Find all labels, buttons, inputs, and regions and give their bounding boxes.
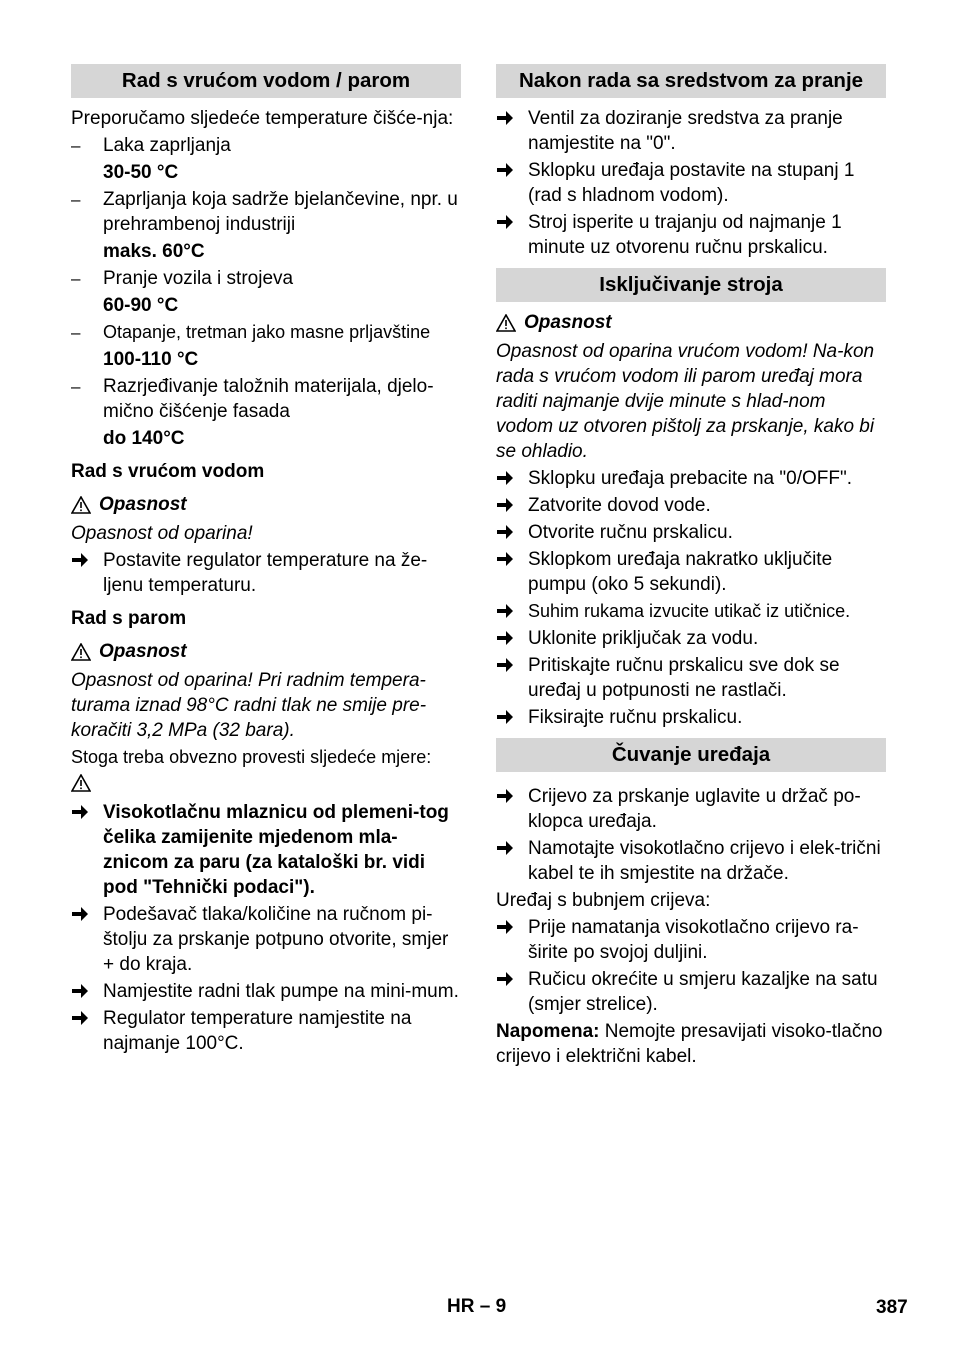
temp-item [71, 133, 461, 158]
warning-label [71, 492, 461, 517]
step-item [496, 599, 886, 624]
step-item [496, 915, 886, 965]
section-heading-after-detergent: Nakon rada sa sredstvom za pranje [496, 64, 886, 98]
step-text: Otvorite ručnu prskalicu. [528, 522, 733, 543]
arrow-right-icon [71, 902, 95, 929]
step-item [71, 902, 461, 977]
step-text: Prije namatanja visokotlačno crijevo ra-širite po svojoj duljini. [528, 917, 859, 963]
warning-label-text: Opasnost [524, 312, 612, 333]
warning-triangle-icon [71, 643, 91, 661]
step-text: Visokotlačnu mlaznicu od plemeni-tog čelika zamijenite mjedenom mla-znicom za paru (za kataloški br. vidi pod "Tehnički podaci"). [103, 802, 449, 898]
step-item [496, 653, 886, 703]
step-text: Fiksirajte ručnu prskalicu. [528, 707, 743, 728]
step-item [496, 466, 886, 491]
step-item [496, 547, 886, 597]
step-item [496, 836, 886, 886]
warning-text: Opasnost od oparina vrućom vodom! Na-kon rada s vrućom vodom ili parom uređaj mora raditi najmanje dvije minute s hlad-nom vodom uz otvoren pištolj za prskanje, kako bi se ohladio. [496, 341, 875, 462]
step-text: Ručicu okrećite u smjeru kazaljke na satu (smjer strelice). [528, 969, 878, 1015]
arrow-right-icon [496, 705, 520, 732]
arrow-right-icon [496, 210, 520, 237]
step-item [496, 705, 886, 730]
warning-text: Opasnost od oparina! Pri radnim tempera-turama iznad 98°C radni tlak ne smije pre-koračiti 3,2 MPa (32 bara). [71, 670, 427, 741]
step-text: Sklopkom uređaja nakratko uključite pumpu (oko 5 sekundi). [528, 549, 833, 595]
drum-label: Uređaj s bubnjem crijeva: [496, 890, 711, 911]
temp-item [71, 266, 461, 291]
arrow-right-icon [71, 979, 95, 1006]
arrow-right-icon [496, 626, 520, 653]
warning-label [496, 310, 886, 335]
section-heading-storage: Čuvanje uređaja [496, 738, 886, 772]
arrow-right-icon [71, 800, 95, 827]
step-text: Namotajte visokotlačno crijevo i elek-trični kabel te ih smjestite na držače. [528, 838, 881, 884]
step-item [496, 967, 886, 1017]
note-text: Stoga treba obvezno provesti sljedeće mjere: [71, 747, 432, 767]
dash-marker: – [71, 136, 81, 155]
temp-value: maks. 60°C [103, 241, 205, 262]
arrow-right-icon [496, 493, 520, 520]
arrow-right-icon [496, 653, 520, 680]
step-item [496, 210, 886, 260]
warning-triangle-icon [71, 774, 91, 792]
temp-label: Otapanje, tretman jako masne prljavštine [103, 322, 431, 342]
intro-text: Preporučamo sljedeće temperature čišće-nja: [71, 108, 454, 129]
arrow-right-icon [71, 1006, 95, 1033]
page-number: 387 [876, 1297, 908, 1318]
left-column [71, 64, 461, 1058]
step-item [496, 493, 886, 518]
step-text: Stroj isperite u trajanju od najmanje 1 minute uz otvorenu ručnu prskalicu. [528, 212, 842, 258]
arrow-right-icon [496, 106, 520, 133]
note-label: Napomena: [496, 1021, 600, 1042]
temp-label: Zaprljanja koja sadrže bjelančevine, npr. u prehrambenoj industriji [103, 189, 458, 235]
temp-value: 30-50 °C [103, 162, 179, 183]
warning-text: Opasnost od oparina! [71, 523, 253, 544]
step-text: Sklopku uređaja postavite na stupanj 1 (rad s hladnom vodom). [528, 160, 855, 206]
dash-marker: – [71, 190, 81, 209]
dash-marker: – [71, 269, 81, 288]
warning-label [71, 639, 461, 664]
step-item [496, 626, 886, 651]
step-item [71, 548, 461, 598]
step-item [496, 106, 886, 156]
step-text: Suhim rukama izvucite utikač iz utičnice. [528, 601, 851, 621]
section-heading-hot-water-steam: Rad s vrućom vodom / parom [71, 64, 461, 98]
temp-label: Laka zaprljanja [103, 135, 231, 156]
arrow-right-icon [496, 520, 520, 547]
note-text: Nemojte presavijati visoko-tlačno crijevo i električni kabel. [496, 1021, 883, 1067]
warning-standalone [71, 774, 461, 792]
arrow-right-icon [496, 547, 520, 574]
step-text: Podešavač tlaka/količine na ručnom pi-štolju za prskanje potpuno otvorite, smjer + do kraja. [103, 904, 449, 975]
warning-triangle-icon [496, 314, 516, 332]
step-text: Namjestite radni tlak pumpe na mini-mum. [103, 981, 459, 1002]
subheading-hot-water: Rad s vrućom vodom [71, 461, 265, 482]
temp-value: 100-110 °C [103, 349, 199, 370]
step-item-bold [71, 800, 461, 900]
dash-marker: – [71, 377, 81, 396]
temp-value: do 140°C [103, 428, 185, 449]
step-text: Uklonite priključak za vodu. [528, 628, 759, 649]
arrow-right-icon [496, 599, 520, 626]
footer-section: HR – 9 [447, 1296, 507, 1317]
temp-item [71, 320, 461, 345]
temp-value: 60-90 °C [103, 295, 179, 316]
step-item [496, 520, 886, 545]
temp-item [71, 374, 461, 424]
arrow-right-icon [496, 158, 520, 185]
step-item [71, 979, 461, 1004]
subheading-steam: Rad s parom [71, 608, 187, 629]
step-text: Pritiskajte ručnu prskalicu sve dok se uređaj u potpunosti ne rastlači. [528, 655, 840, 701]
warning-triangle-icon [71, 496, 91, 514]
right-column [496, 64, 886, 1071]
temp-item [71, 187, 461, 237]
section-heading-shutdown: Isključivanje stroja [496, 268, 886, 302]
note-paragraph [496, 1019, 886, 1069]
temp-label: Pranje vozila i strojeva [103, 268, 294, 289]
step-text: Zatvorite dovod vode. [528, 495, 711, 516]
arrow-right-icon [71, 548, 95, 575]
arrow-right-icon [496, 967, 520, 994]
step-text: Regulator temperature namjestite na najmanje 100°C. [103, 1008, 412, 1054]
step-item [496, 158, 886, 208]
arrow-right-icon [496, 836, 520, 863]
step-text: Ventil za doziranje sredstva za pranje namjestite na "0". [528, 108, 843, 154]
arrow-right-icon [496, 784, 520, 811]
warning-label-text: Opasnost [99, 641, 187, 662]
temp-label: Razrjeđivanje taložnih materijala, djelo-mično čišćenje fasada [103, 376, 434, 422]
dash-marker: – [71, 323, 81, 342]
step-text: Crijevo za prskanje uglavite u držač po-klopca uređaja. [528, 786, 861, 832]
step-item [496, 784, 886, 834]
step-item [71, 1006, 461, 1056]
step-text: Sklopku uređaja prebacite na "0/OFF". [528, 468, 852, 489]
arrow-right-icon [496, 915, 520, 942]
warning-label-text: Opasnost [99, 494, 187, 515]
arrow-right-icon [496, 466, 520, 493]
step-text: Postavite regulator temperature na že-ljenu temperaturu. [103, 550, 428, 596]
